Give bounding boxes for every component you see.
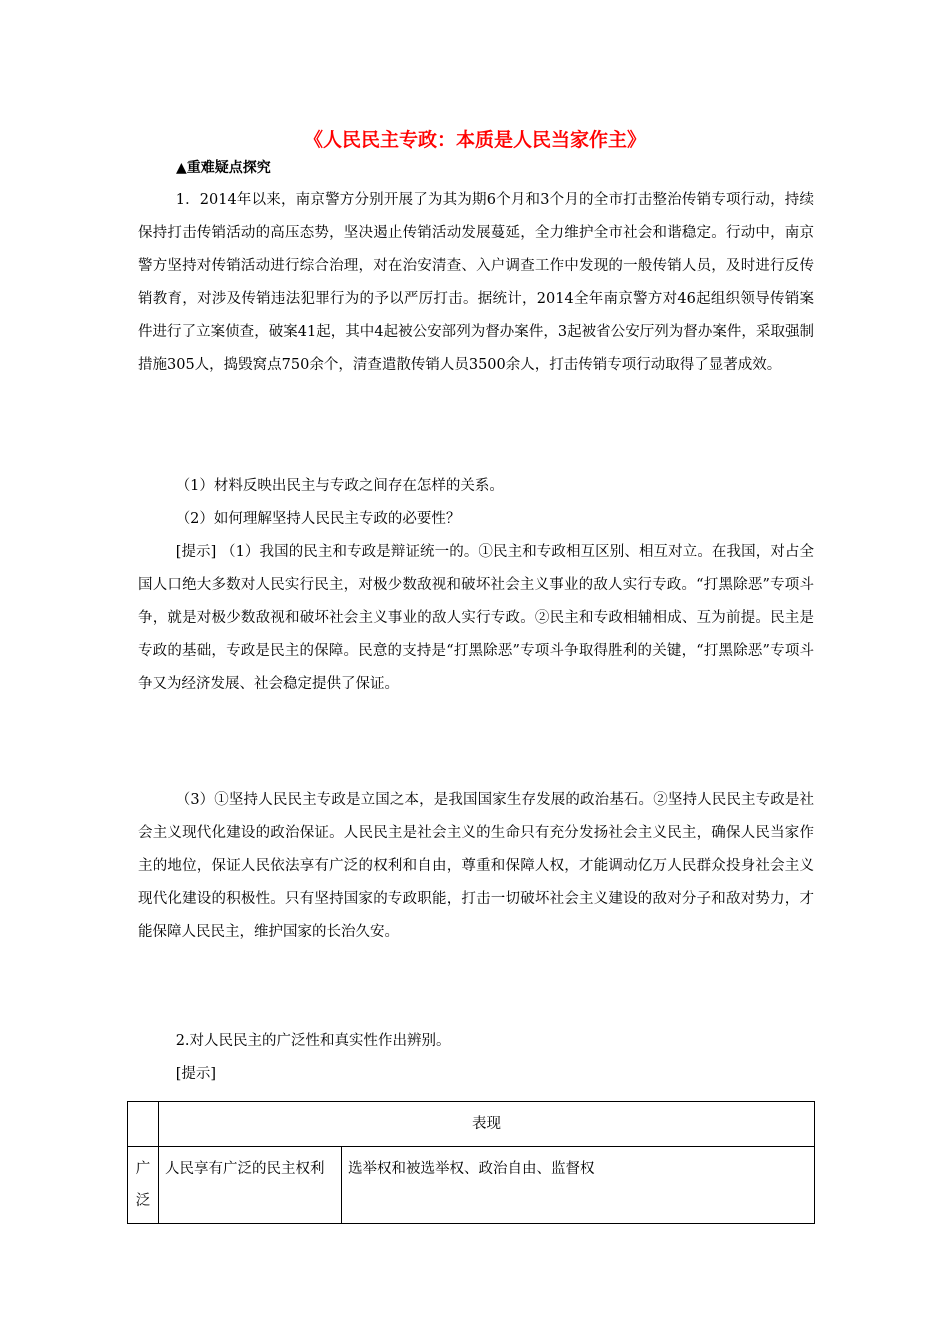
question-2: （2）如何理解坚持人民民主专政的必要性？ — [175, 511, 461, 527]
material-paragraph: 1．2014年以来，南京警方分别开展了为其为期6个月和3个月的全市打击整治传销专项行动，持续保持打击传销活动的高压态势，坚决遏止传销活动发展蔓延，全力维护全市社会和谐稳定。行动中，南京警方坚持对传销活动进行综合治理，对在治安清查、入户调查工作中发现的一般传销人员，及时进行反传销教育，对涉及传销违法犯罪行为的予以严厉打击。据统计，2014全年南京警方对46起组织领导传销案件进行了立案侦查，破案41起，其中4起被公安部列为督办案件，3起被省公安厅列为督办案件，采取强制措施305人，捣毁窝点750余个，清查遣散传销人员3500余人，打击传销专项行动取得了显著成效。 — [138, 192, 814, 373]
hint-paragraph-1 — [138, 536, 814, 701]
table-corner-cell — [128, 1102, 159, 1147]
table-row — [128, 1147, 815, 1224]
table-aspect-cell: 人民享有广泛的民主权利 — [159, 1147, 342, 1224]
hint-paragraph-3: （3）①坚持人民民主专政是立国之本，是我国国家生存发展的政治基石。②坚持人民民主专政是社会主义现代化建设的政治保证。人民民主是社会主义的生命只有充分发扬社会主义民主，确保人民当家作主的地位，保证人民依法享有广泛的权利和自由，尊重和保障人权，才能调动亿万人民群众投身社会主义现代化建设的积极性。只有坚持国家的专政职能，打击一切破坏社会主义建设的敌对分子和敌对势力，才能保障人民民主，维护国家的长治久安。 — [138, 792, 814, 940]
hint-text-1: （1）我国的民主和专政是辩证统一的。①民主和专政相互区别、相互对立。在我国，对占全国人口绝大多数对人民实行民主，对极少数敌视和破坏社会主义事业的敌人实行专政。“打黑除恶”专项斗争，就是对极少数敌视和破坏社会主义事业的敌人实行专政。②民主和专政相辅相成、互为前提。民主是专政的基础，专政是民主的保障。民意的支持是“打黑除恶”专项斗争取得胜利的关键，“打黑除恶”专项斗争又为经济发展、社会稳定提供了保证。 — [138, 544, 815, 692]
document-title: 《人民民主专政：本质是人民当家作主》 — [303, 129, 646, 151]
hint-label-2: [提示] — [175, 1066, 217, 1082]
table-detail-cell: 选举权和被选举权、政治自由、监督权 — [342, 1147, 815, 1224]
table-header-row — [128, 1102, 815, 1147]
question-1: （1）材料反映出民主与专政之间存在怎样的关系。 — [175, 478, 504, 494]
hint-label: [提示] — [175, 544, 217, 560]
section-heading: ▲重难疑点探究 — [176, 160, 271, 176]
question-2-statement: 2.对人民民主的广泛性和真实性作出辨别。 — [175, 1033, 451, 1049]
table-category-cell: 广泛 — [128, 1147, 159, 1224]
table-header-cell: 表现 — [159, 1102, 815, 1147]
comparison-table — [127, 1101, 815, 1224]
